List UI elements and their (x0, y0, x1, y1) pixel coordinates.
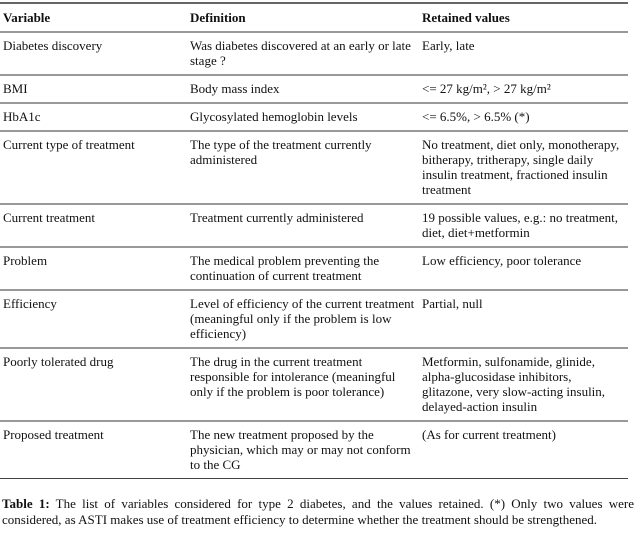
cell-variable: Current treatment (0, 204, 187, 247)
table-row (0, 290, 628, 348)
cell-definition: Body mass index (187, 75, 419, 103)
header-retained-values: Retained values (419, 3, 628, 32)
cell-variable: Problem (0, 247, 187, 290)
cell-retained-values: Metformin, sulfonamide, glinide, alpha-glucosidase inhibitors, glitazone, very slow-acting insulin, delayed-action insulin (419, 348, 628, 421)
cell-retained-values: <= 6.5%, > 6.5% (*) (419, 103, 628, 131)
cell-definition: Level of efficiency of the current treatment (meaningful only if the problem is low efficiency) (187, 290, 419, 348)
caption-text: The list of variables considered for type 2 diabetes, and the values retained. (*) Only two values were considered, as ASTI makes use of treatment efficiency to determine whether the treatment should be strengthened. (2, 496, 634, 527)
caption-label: Table 1: (2, 496, 50, 511)
table-row (0, 131, 628, 204)
cell-definition: Treatment currently administered (187, 204, 419, 247)
header-variable: Variable (0, 3, 187, 32)
cell-definition: The new treatment proposed by the physician, which may or may not conform to the CG (187, 421, 419, 479)
cell-variable: Diabetes discovery (0, 32, 187, 75)
cell-variable: HbA1c (0, 103, 187, 131)
header-definition: Definition (187, 3, 419, 32)
cell-retained-values: 19 possible values, e.g.: no treatment, diet, diet+metformin (419, 204, 628, 247)
cell-retained-values: Partial, null (419, 290, 628, 348)
cell-variable: Proposed treatment (0, 421, 187, 479)
cell-definition: Glycosylated hemoglobin levels (187, 103, 419, 131)
cell-variable: Poorly tolerated drug (0, 348, 187, 421)
cell-variable: Efficiency (0, 290, 187, 348)
table-row (0, 348, 628, 421)
table-row (0, 103, 628, 131)
cell-retained-values: <= 27 kg/m², > 27 kg/m² (419, 75, 628, 103)
cell-definition: The medical problem preventing the continuation of current treatment (187, 247, 419, 290)
cell-variable: Current type of treatment (0, 131, 187, 204)
table-row (0, 32, 628, 75)
cell-retained-values: No treatment, diet only, monotherapy, bitherapy, tritherapy, single daily insulin treatment, fractioned insulin treatment (419, 131, 628, 204)
table-row (0, 204, 628, 247)
cell-retained-values: Low efficiency, poor tolerance (419, 247, 628, 290)
table-caption (2, 496, 634, 528)
cell-definition: The drug in the current treatment responsible for intolerance (meaningful only if the problem is poor tolerance) (187, 348, 419, 421)
table-row (0, 75, 628, 103)
cell-definition: The type of the treatment currently administered (187, 131, 419, 204)
cell-retained-values: (As for current treatment) (419, 421, 628, 479)
cell-retained-values: Early, late (419, 32, 628, 75)
table-row (0, 247, 628, 290)
table-row (0, 421, 628, 479)
cell-variable: BMI (0, 75, 187, 103)
variables-table (0, 2, 628, 479)
header-row (0, 3, 628, 32)
cell-definition: Was diabetes discovered at an early or late stage ? (187, 32, 419, 75)
